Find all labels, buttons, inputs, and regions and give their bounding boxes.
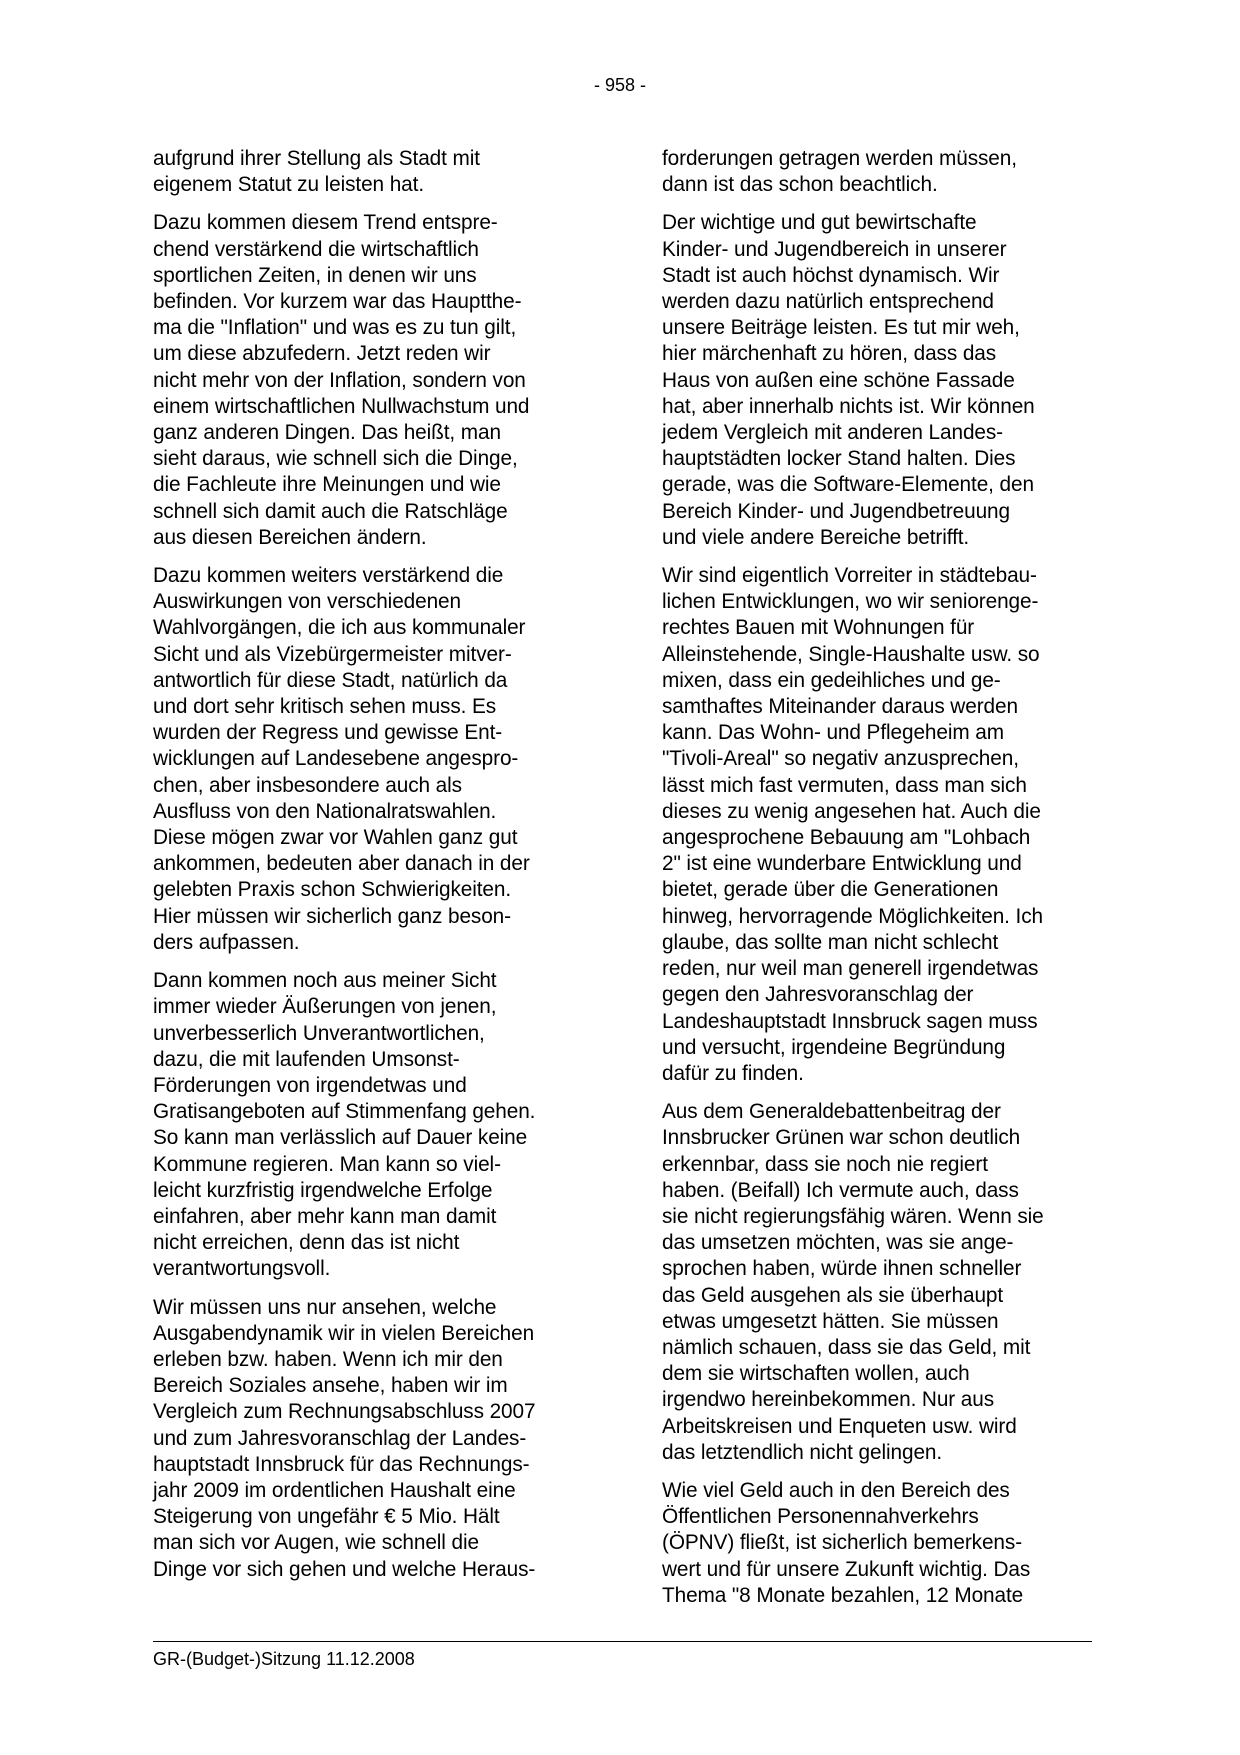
paragraph: Der wichtige und gut bewirtschafte Kinder- und Jugendbereich in unserer Stadt ist auch höchst dynamisch. Wir werden dazu natürlich entsprechend unsere Beiträge leisten. Es tut mir weh, hier märchenhaft zu hören, dass das Haus von außen eine schöne Fassade hat, aber innerhalb nichts ist. Wir können jedem Vergleich mit anderen Landes- hauptstädten locker Stand halten. Dies gerade, was die Software-Elemente, den Bereich Kinder- und Jugendbetreuung und viele andere Bereiche betrifft.	[662, 211, 1035, 549]
left-column	[153, 146, 583, 1595]
paragraph: Aus dem Generaldebattenbeitrag der Innsbrucker Grünen war schon deutlich erkennbar, dass sie noch nie regiert haben. (Beifall) Ich vermute auch, dass sie nicht regierungsfähig wären. Wenn sie das umsetzen möchten, was sie ange- sprochen haben, würde ihnen schneller das Geld ausgehen als sie überhaupt etwas umgesetzt hätten. Sie müssen nämlich schauen, dass sie das Geld, mit dem sie wirtschaften wollen, auch irgendwo hereinbekommen. Nur aus Arbeitskreisen und Enqueten usw. wird das letztendlich nicht gelingen.	[662, 1100, 1044, 1464]
paragraph: aufgrund ihrer Stellung als Stadt mit eigenem Statut zu leisten hat.	[153, 147, 480, 197]
paragraph: Wir sind eigentlich Vorreiter in städtebau- lichen Entwicklungen, wo wir seniorenge- rechtes Bauen mit Wohnungen für Alleinstehende, Single-Haushalte usw. so mixen, dass ein gedeihliches und ge- samthaftes Miteinander daraus werden kann. Das Wohn- und Pflegeheim am "Tivoli-Areal" so negativ anzusprechen, lässt mich fast vermuten, dass man sich dieses zu wenig angesehen hat. Auch die angesprochene Bebauung am "Lohbach 2" ist eine wunderbare Entwicklung und bietet, gerade über die Generationen hinweg, hervorragende Möglichkeiten. Ich glaube, das sollte man nicht schlecht reden, nur weil man generell irgendetwas gegen den Jahresvoranschlag der Landeshauptstadt Innsbruck sagen muss und versucht, irgendeine Begründung dafür zu finden.	[662, 564, 1043, 1085]
page-number: - 958 -	[593, 75, 647, 95]
footer-divider	[153, 1641, 1092, 1642]
footer-text: GR-(Budget-)Sitzung 11.12.2008	[153, 1649, 415, 1669]
paragraph: Dazu kommen weiters verstärkend die Auswirkungen von verschiedenen Wahlvorgängen, die ich aus kommunaler Sicht und als Vizebürgermeister mitver- antwortlich für diese Stadt, natürlich da und dort sehr kritisch sehen muss. Es wurden der Regress und gewisse Ent- wicklungen auf Landesebene angespro- chen, aber insbesondere auch als Ausfluss von den Nationalratswahlen. Diese mögen zwar vor Wahlen ganz gut ankommen, bedeuten aber danach in der gelebten Praxis schon Schwierigkeiten. Hier müssen wir sicherlich ganz beson- ders aufpassen.	[153, 564, 530, 954]
paragraph: Wir müssen uns nur ansehen, welche Ausgabendynamik wir in vielen Bereichen erleben bzw. haben. Wenn ich mir den Bereich Soziales ansehe, haben wir im Vergleich zum Rechnungsabschluss 2007 und zum Jahresvoranschlag der Landes- hauptstadt Innsbruck für das Rechnungs- jahr 2009 im ordentlichen Haushalt eine Steigerung von ungefähr € 5 Mio. Hält man sich vor Augen, wie schnell die Dinge vor sich gehen und welche Heraus-	[153, 1295, 536, 1581]
right-column	[662, 146, 1092, 1621]
paragraph: Dazu kommen diesem Trend entspre- chend verstärkend die wirtschaftlich sportlichen Zeiten, in denen wir uns befinden. Vor kurzem war das Hauptthe- ma die "Inflation" und was es zu tun gilt, um diese abzufedern. Jetzt reden wir nicht mehr von der Inflation, sondern von einem wirtschaftlichen Nullwachstum und ganz anderen Dingen. Das heißt, man sieht daraus, wie schnell sich die Dinge, die Fachleute ihre Meinungen und wie schnell sich damit auch die Ratschläge aus diesen Bereichen ändern.	[153, 211, 530, 549]
paragraph: Wie viel Geld auch in den Bereich des Öffentlichen Personennahverkehrs (ÖPNV) fließt, ist sicherlich bemerkens- wert und für unsere Zukunft wichtig. Das Thema "8 Monate bezahlen, 12 Monate	[662, 1478, 1031, 1607]
paragraph: forderungen getragen werden müssen, dann ist das schon beachtlich.	[662, 147, 1017, 197]
paragraph: Dann kommen noch aus meiner Sicht immer wieder Äußerungen von jenen, unverbesserlich Unverantwortlichen, dazu, die mit laufenden Umsonst- Förderungen von irgendetwas und Gratisangeboten auf Stimmenfang gehen. So kann man verlässlich auf Dauer keine Kommune regieren. Man kann so viel- leicht kurzfristig irgendwelche Erfolge einfahren, aber mehr kann man damit nicht erreichen, denn das ist nicht verantwortungsvoll.	[153, 969, 536, 1281]
